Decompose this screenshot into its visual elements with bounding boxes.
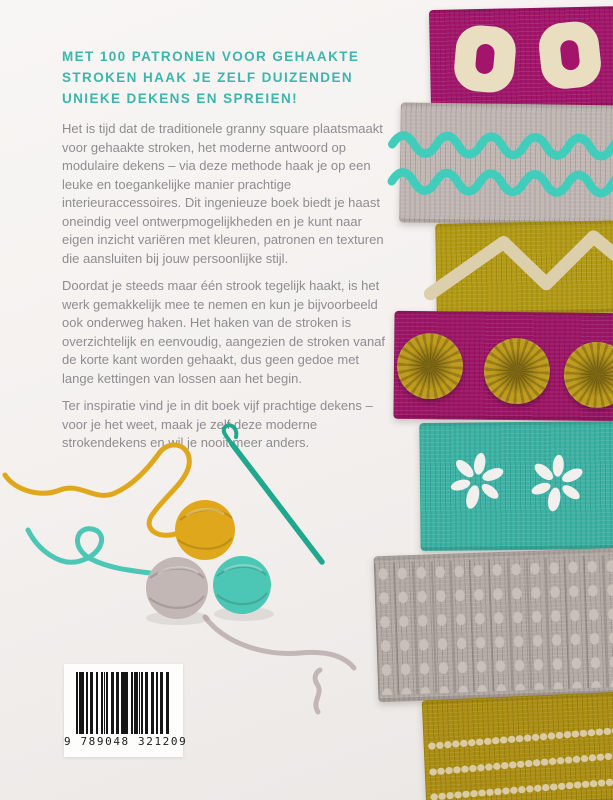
ring-motif	[452, 24, 517, 95]
pompom	[484, 338, 551, 405]
teal-yarn-ball	[213, 556, 271, 614]
barcode	[64, 664, 188, 757]
yarn-strand-gray-tail	[315, 670, 320, 712]
yarn-strand-gray	[205, 617, 354, 668]
crochet-strip-rings	[429, 6, 613, 110]
tagline-line-1: MET 100 PATRONEN VOOR GEHAAKTE	[62, 49, 360, 64]
tagline-line-3: UNIEKE DEKENS EN SPREIEN!	[62, 91, 299, 106]
ring-motif	[537, 19, 604, 91]
eyelet-flower	[449, 452, 505, 511]
ricrac-wave	[392, 135, 613, 157]
crochet-strip-eyelet-flowers	[419, 421, 613, 551]
intro-paragraph-1: Het is tijd dat de traditionele granny square plaatsmaakt voor gehaakte stroken, het moderne antwoord op modulaire dekens – via deze methode haak je op een leuke en toegankelijke manier prachtige interieuraccessoires. Dit ingenieuze boek biedt je haast oneindig veel ontwerpmogelijkheden en je kunt naar eigen inzicht variëren met kleuren, patronen en texturen die aansluiten bij jouw persoonlijke stijl.	[62, 121, 384, 266]
pompom	[397, 333, 464, 400]
tagline-line-2: STROKEN HAAK JE ZELF DUIZENDEN	[62, 70, 354, 85]
intro-text	[62, 120, 394, 462]
intro-paragraph-2: Doordat je steeds maar één strook tegelijk haakt, is het werk gemakkelijk mee te nemen en kun je bijvoorbeeld ook onderweg haken. Het haken van de stroken is overzichtelijk en eenvoudig, aangezien de stroken vanaf de korte kant worden gehaakt, dus geen gedoe met lange kettingen van lossen aan het begin.	[62, 278, 386, 386]
ridge-line	[434, 780, 613, 797]
crochet-strip-ridges	[422, 692, 613, 800]
tagline	[62, 46, 402, 109]
barcode-bars	[76, 672, 171, 734]
yarn-photo	[0, 420, 400, 720]
ricrac-wave	[392, 172, 613, 194]
crochet-strip-ricrac	[399, 102, 613, 225]
barcode-digits: 9 789048 321209	[64, 735, 188, 748]
eyelet-flower	[530, 454, 585, 513]
crochet-strip-pompoms	[393, 311, 613, 421]
yarn-strand-mustard	[5, 445, 196, 535]
zigzag-line	[429, 236, 613, 294]
crochet-strip-bobbles	[374, 548, 613, 703]
ridge-line	[432, 754, 613, 772]
mustard-yarn-ball	[175, 500, 235, 560]
pompom	[564, 342, 613, 409]
intro-paragraph-3: Ter inspiratie vind je in dit boek vijf prachtige dekens – voor je het weet, maak je zelf deze moderne strokendekens en wil je nooit meer anders.	[62, 398, 373, 450]
crochet-strip-zigzag	[435, 220, 613, 315]
crochet-hook	[224, 425, 322, 562]
gray-yarn-ball	[146, 557, 208, 619]
bobble-texture	[374, 555, 613, 696]
ridge-line	[431, 729, 613, 746]
